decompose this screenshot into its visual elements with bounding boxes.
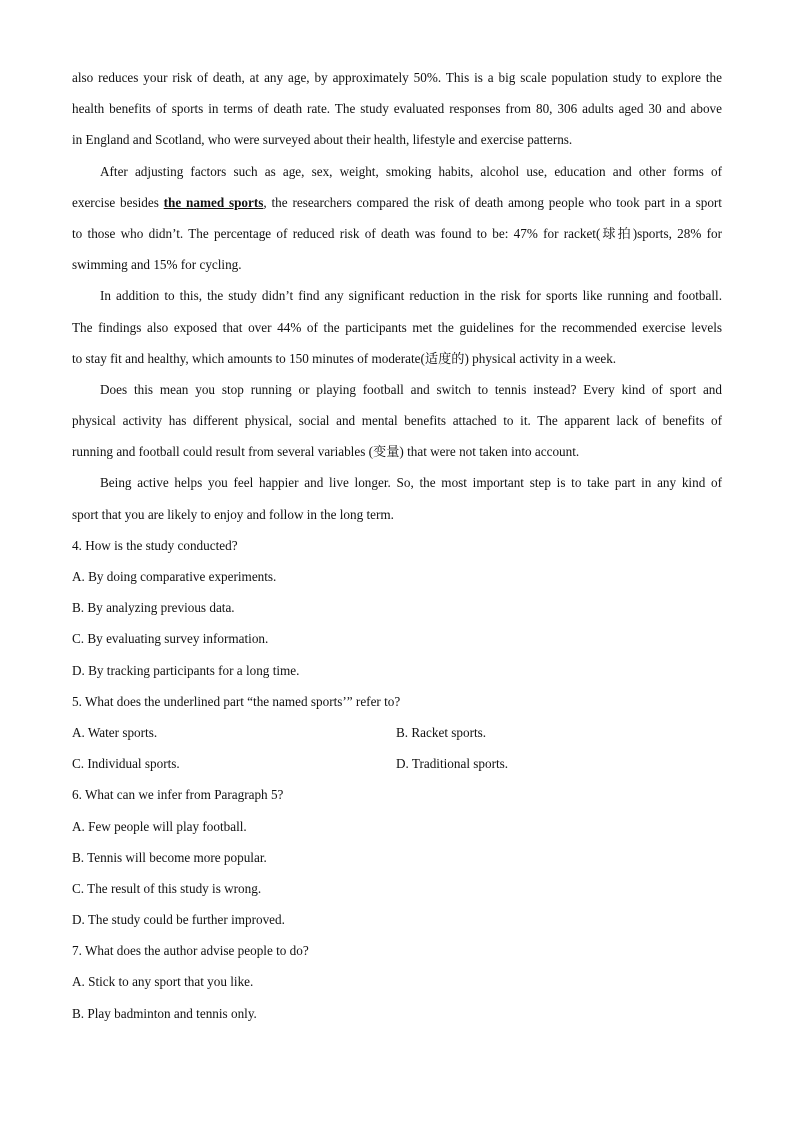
text-line: After adjusting factors such as age, sex, weight, smoking habits, alcohol use, education and other forms of [100,163,722,179]
text-line: physical activity has different physical, social and mental benefits attached to it. The apparent lack of benefits of [72,413,722,429]
option-b: B. Tennis will become more popular. [72,849,267,865]
question-5 [72,686,722,780]
text-line: also reduces your risk of death, at any age, by approximately 50%. This is a big scale population study to explore the [72,70,722,85]
option-b: B. Play badminton and tennis only. [72,1005,257,1021]
option-d: D. The study could be further improved. [72,912,285,928]
text-line: sport that you are likely to enjoy and follow in the long term. [72,506,394,522]
question-stem: 5. What does the underlined part “the named sports’” refer to? [72,693,401,709]
option-a: A. Few people will play football. [72,818,247,834]
option-c: C. Individual sports. [72,756,180,772]
option-a: A. Water sports. [72,724,158,740]
text-line: In addition to this, the study didn’t find any significant reduction in the risk for sports like running and football. [100,288,722,304]
option-a: A. Stick to any sport that you like. [72,974,254,990]
option-c: C. By evaluating survey information. [72,631,269,647]
option-c: C. The result of this study is wrong. [72,880,262,896]
text-line: The findings also exposed that over 44% of the participants met the guidelines for the recommended exercise levels [72,319,722,335]
question-stem: 6. What can we infer from Paragraph 5? [72,787,284,803]
paragraph-2 [72,156,722,281]
text-fragment: exercise besides [72,194,164,210]
document-page [72,62,722,1029]
text-line: Does this mean you stop running or playing football and switch to tennis instead? Every kind of sport and [100,381,722,397]
question-4 [72,530,722,686]
paragraph-3 [72,280,722,374]
text-line: Being active helps you feel happier and live longer. So, the most important step is to take part in any kind of [100,475,722,491]
option-a: A. By doing comparative experiments. [72,569,277,584]
paragraph-1 [72,62,722,156]
text-line: in England and Scotland, who were surveyed about their health, lifestyle and exercise patterns. [72,132,573,148]
option-d: D. By tracking participants for a long time. [72,662,300,678]
paragraph-4 [72,374,722,468]
text-line: running and football could result from several variables (变量) that were not taken into account. [72,444,580,460]
text-line: health benefits of sports in terms of death rate. The study evaluated responses from 80, 306 adults aged 30 and above [72,101,722,117]
paragraph-5 [72,467,722,529]
question-6 [72,779,722,935]
text-line: to stay fit and healthy, which amounts to 150 minutes of moderate(适度的) physical activity in a week. [72,350,617,366]
option-row [72,717,722,748]
question-stem: 4. How is the study conducted? [72,537,238,553]
option-b: B. Racket sports. [396,724,487,740]
option-b: B. By analyzing previous data. [72,600,235,616]
option-d: D. Traditional sports. [396,756,509,772]
text-line [72,187,722,218]
question-stem: 7. What does the author advise people to do? [72,943,309,959]
text-line: swimming and 15% for cycling. [72,257,242,273]
text-line: to those who didn’t. The percentage of reduced risk of death was found to be: 47% for racket(球拍)sports, 28% for [72,225,723,241]
underlined-phrase: the named sports [163,194,264,210]
question-7 [72,935,722,1029]
text-fragment: , the researchers compared the risk of death among people who took part in a sport [263,194,722,210]
option-row [72,748,722,779]
